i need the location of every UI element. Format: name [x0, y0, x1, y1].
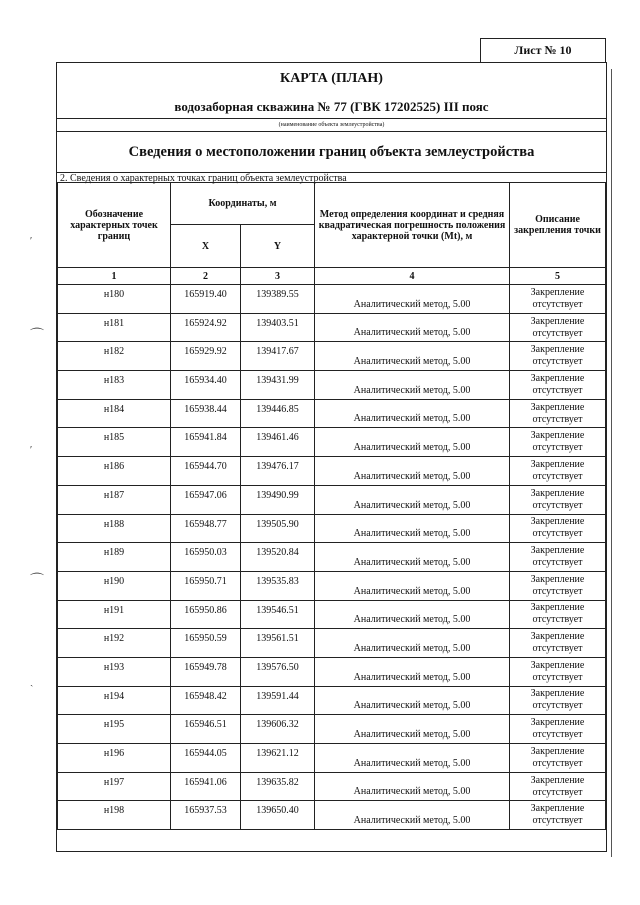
title-block	[57, 63, 606, 119]
method-cell: Аналитический метод, 5.00	[315, 801, 510, 830]
header-description: Описание закрепления точки	[510, 183, 606, 268]
method-cell: Аналитический метод, 5.00	[315, 657, 510, 686]
point-id-cell: н190	[58, 571, 171, 600]
description-cell: Закрепление отсутствует	[510, 485, 606, 514]
table-row	[58, 428, 606, 457]
document-title: КАРТА (ПЛАН)	[280, 71, 383, 86]
method-cell: Аналитический метод, 5.00	[315, 371, 510, 400]
table-row	[58, 371, 606, 400]
table-row	[58, 457, 606, 486]
point-id-cell: н183	[58, 371, 171, 400]
table-row	[58, 313, 606, 342]
document-frame	[56, 62, 607, 852]
method-cell: Аналитический метод, 5.00	[315, 543, 510, 572]
description-cell: Закрепление отсутствует	[510, 285, 606, 314]
y-coordinate-cell: 139606.32	[241, 715, 315, 744]
method-cell: Аналитический метод, 5.00	[315, 457, 510, 486]
description-cell: Закрепление отсутствует	[510, 629, 606, 658]
description-cell: Закрепление отсутствует	[510, 457, 606, 486]
object-name-caption: (наименование объекта землеустройства)	[57, 119, 606, 132]
x-coordinate-cell: 165947.06	[171, 485, 241, 514]
y-coordinate-cell: 139417.67	[241, 342, 315, 371]
table-row	[58, 342, 606, 371]
x-coordinate-cell: 165948.42	[171, 686, 241, 715]
description-cell: Закрепление отсутствует	[510, 801, 606, 830]
margin-mark: ˏ	[30, 676, 34, 687]
description-cell: Закрепление отсутствует	[510, 342, 606, 371]
table-row	[58, 657, 606, 686]
method-cell: Аналитический метод, 5.00	[315, 313, 510, 342]
table-row	[58, 285, 606, 314]
point-id-cell: н195	[58, 715, 171, 744]
method-cell: Аналитический метод, 5.00	[315, 686, 510, 715]
y-coordinate-cell: 139461.46	[241, 428, 315, 457]
table-row	[58, 543, 606, 572]
header-x: X	[171, 225, 241, 268]
point-id-cell: н182	[58, 342, 171, 371]
description-cell: Закрепление отсутствует	[510, 744, 606, 773]
description-cell: Закрепление отсутствует	[510, 657, 606, 686]
x-coordinate-cell: 165941.84	[171, 428, 241, 457]
x-coordinate-cell: 165944.05	[171, 744, 241, 773]
description-cell: Закрепление отсутствует	[510, 514, 606, 543]
point-id-cell: н188	[58, 514, 171, 543]
description-cell: Закрепление отсутствует	[510, 428, 606, 457]
y-coordinate-cell: 139650.40	[241, 801, 315, 830]
method-cell: Аналитический метод, 5.00	[315, 342, 510, 371]
point-id-cell: н197	[58, 772, 171, 801]
method-cell: Аналитический метод, 5.00	[315, 772, 510, 801]
y-coordinate-cell: 139546.51	[241, 600, 315, 629]
table-row	[58, 744, 606, 773]
method-cell: Аналитический метод, 5.00	[315, 715, 510, 744]
y-coordinate-cell: 139403.51	[241, 313, 315, 342]
x-coordinate-cell: 165948.77	[171, 514, 241, 543]
x-coordinate-cell: 165934.40	[171, 371, 241, 400]
x-coordinate-cell: 165946.51	[171, 715, 241, 744]
description-cell: Закрепление отсутствует	[510, 571, 606, 600]
method-cell: Аналитический метод, 5.00	[315, 428, 510, 457]
table-row	[58, 629, 606, 658]
subsection-title: 2. Сведения о характерных точках границ объекта землеустройства	[60, 173, 347, 184]
method-cell: Аналитический метод, 5.00	[315, 485, 510, 514]
table-row	[58, 600, 606, 629]
point-id-cell: н186	[58, 457, 171, 486]
method-cell: Аналитический метод, 5.00	[315, 571, 510, 600]
y-coordinate-cell: 139431.99	[241, 371, 315, 400]
points-table	[57, 182, 606, 851]
table-row	[58, 772, 606, 801]
sheet-number: Лист № 10	[480, 38, 606, 62]
x-coordinate-cell: 165950.71	[171, 571, 241, 600]
y-coordinate-cell: 139505.90	[241, 514, 315, 543]
table-row	[58, 514, 606, 543]
y-coordinate-cell: 139561.51	[241, 629, 315, 658]
table-row	[58, 686, 606, 715]
header-coords: Координаты, м	[171, 183, 315, 225]
y-coordinate-cell: 139576.50	[241, 657, 315, 686]
point-id-cell: н192	[58, 629, 171, 658]
description-cell: Закрепление отсутствует	[510, 371, 606, 400]
y-coordinate-cell: 139476.17	[241, 457, 315, 486]
empty-cell	[58, 830, 606, 851]
y-coordinate-cell: 139389.55	[241, 285, 315, 314]
method-cell: Аналитический метод, 5.00	[315, 285, 510, 314]
column-numbers-row	[58, 268, 606, 285]
y-coordinate-cell: 139591.44	[241, 686, 315, 715]
description-cell: Закрепление отсутствует	[510, 543, 606, 572]
y-coordinate-cell: 139635.82	[241, 772, 315, 801]
method-cell: Аналитический метод, 5.00	[315, 744, 510, 773]
method-cell: Аналитический метод, 5.00	[315, 600, 510, 629]
x-coordinate-cell: 165944.70	[171, 457, 241, 486]
x-coordinate-cell: 165950.59	[171, 629, 241, 658]
section-title: Сведения о местоположении границ объекта землеустройства	[57, 132, 606, 173]
column-number: 3	[241, 268, 315, 285]
method-cell: Аналитический метод, 5.00	[315, 514, 510, 543]
y-coordinate-cell: 139490.99	[241, 485, 315, 514]
point-id-cell: н194	[58, 686, 171, 715]
point-id-cell: н181	[58, 313, 171, 342]
description-cell: Закрепление отсутствует	[510, 686, 606, 715]
table-row	[58, 485, 606, 514]
binder-hole-mark: ⌒	[30, 329, 44, 344]
point-id-cell: н189	[58, 543, 171, 572]
point-id-cell: н187	[58, 485, 171, 514]
x-coordinate-cell: 165950.03	[171, 543, 241, 572]
margin-mark: ʹ	[30, 236, 33, 247]
description-cell: Закрепление отсутствует	[510, 772, 606, 801]
y-coordinate-cell: 139520.84	[241, 543, 315, 572]
column-number: 5	[510, 268, 606, 285]
header-y: Y	[241, 225, 315, 268]
column-number: 1	[58, 268, 171, 285]
method-cell: Аналитический метод, 5.00	[315, 629, 510, 658]
description-cell: Закрепление отсутствует	[510, 715, 606, 744]
method-cell: Аналитический метод, 5.00	[315, 399, 510, 428]
point-id-cell: н185	[58, 428, 171, 457]
x-coordinate-cell: 165950.86	[171, 600, 241, 629]
point-id-cell: н193	[58, 657, 171, 686]
empty-row	[58, 830, 606, 851]
table-row	[58, 399, 606, 428]
binder-hole-mark: ⌒	[30, 574, 44, 589]
table-row	[58, 715, 606, 744]
description-cell: Закрепление отсутствует	[510, 313, 606, 342]
object-name: водозаборная скважина № 77 (ГВК 17202525) III пояс	[174, 99, 489, 114]
x-coordinate-cell: 165919.40	[171, 285, 241, 314]
point-id-cell: н180	[58, 285, 171, 314]
table-row	[58, 801, 606, 830]
description-cell: Закрепление отсутствует	[510, 600, 606, 629]
column-number: 2	[171, 268, 241, 285]
point-id-cell: н196	[58, 744, 171, 773]
y-coordinate-cell: 139446.85	[241, 399, 315, 428]
point-id-cell: н184	[58, 399, 171, 428]
x-coordinate-cell: 165938.44	[171, 399, 241, 428]
table-row	[58, 571, 606, 600]
point-id-cell: н191	[58, 600, 171, 629]
x-coordinate-cell: 165941.06	[171, 772, 241, 801]
y-coordinate-cell: 139621.12	[241, 744, 315, 773]
x-coordinate-cell: 165929.92	[171, 342, 241, 371]
header-method: Метод определения координат и средняя квадратическая погрешность положения характерной точки (Mt), м	[315, 183, 510, 268]
x-coordinate-cell: 165949.78	[171, 657, 241, 686]
x-coordinate-cell: 165924.92	[171, 313, 241, 342]
y-coordinate-cell: 139535.83	[241, 571, 315, 600]
column-number: 4	[315, 268, 510, 285]
margin-mark: ʹ	[30, 445, 33, 456]
point-id-cell: н198	[58, 801, 171, 830]
description-cell: Закрепление отсутствует	[510, 399, 606, 428]
header-point: Обозначение характерных точек границ	[58, 183, 171, 268]
x-coordinate-cell: 165937.53	[171, 801, 241, 830]
